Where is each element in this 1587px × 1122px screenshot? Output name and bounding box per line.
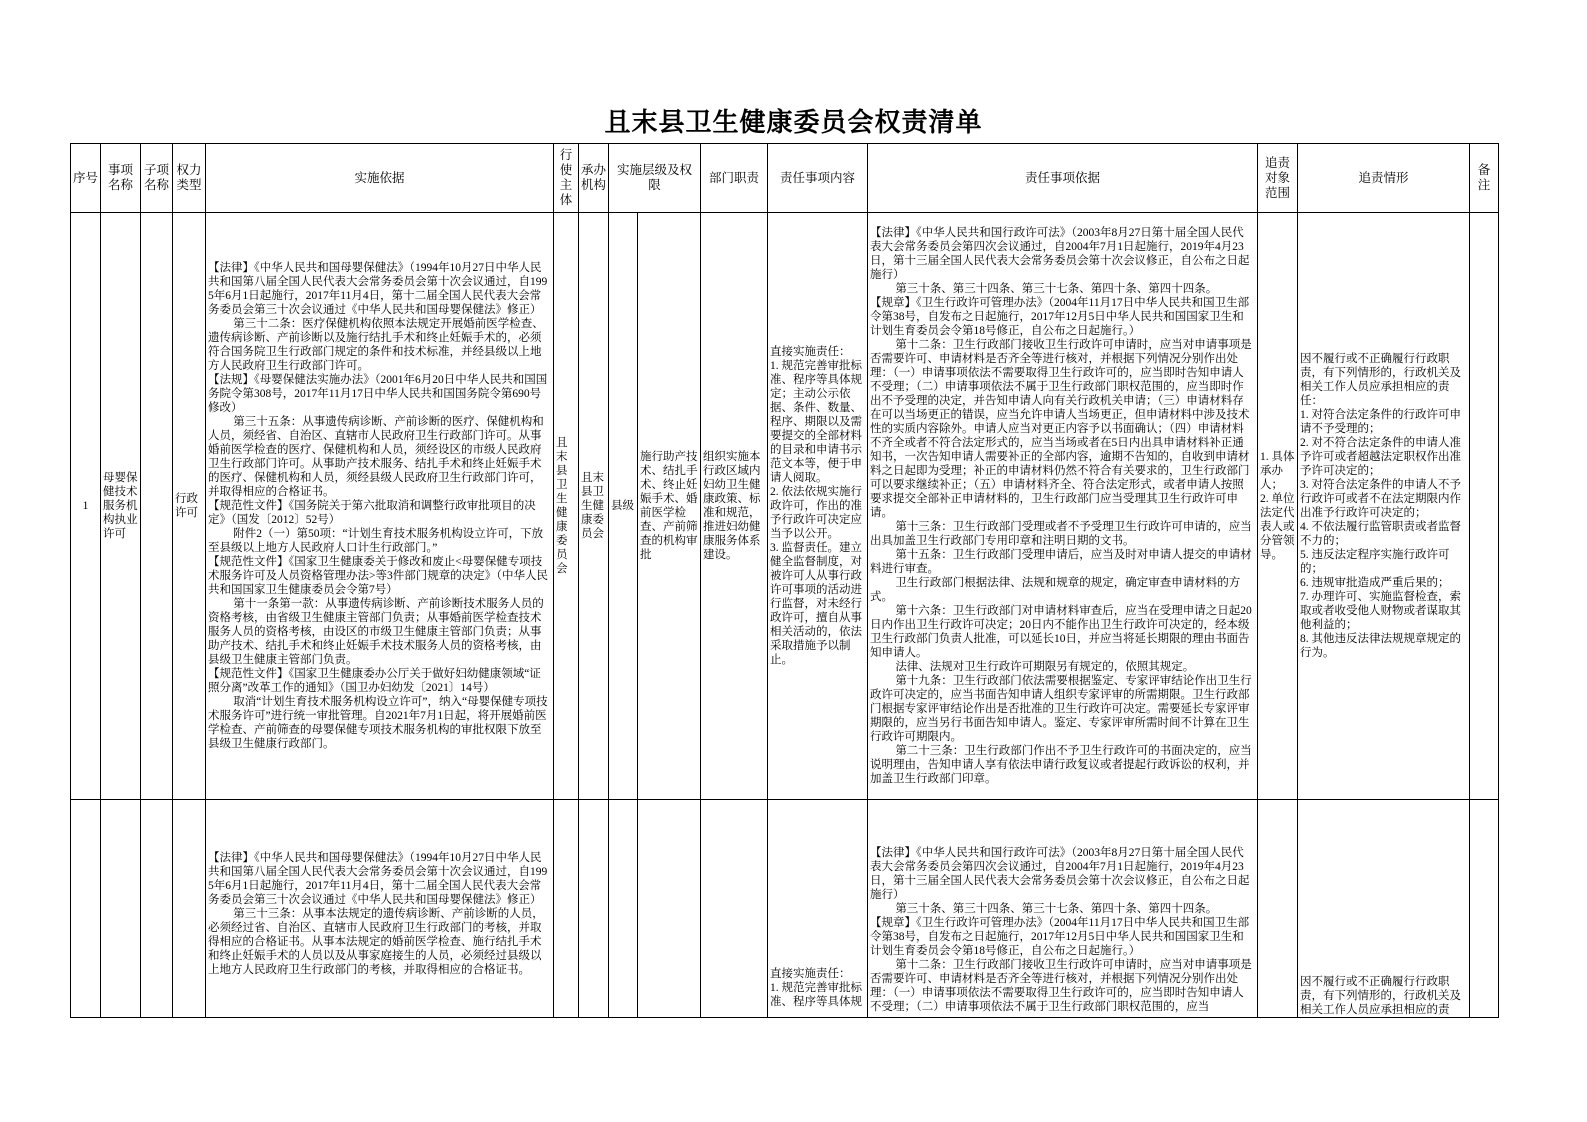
paragraph: 法律、法规对卫生行政许可期限另有规定的，依照其规定。 (895, 661, 1195, 673)
header-resp-content: 责任事项内容 (768, 144, 868, 213)
paragraph: 卫生行政部门根据法律、法规和规章的规定，确定审查申请材料的方式。 (870, 577, 1241, 603)
paragraph: 因不履行或不正确履行行政职责，有下列情形的，行政机关及相关工作人员应承担相应的责任： (1300, 353, 1462, 407)
responsibility-table-container (70, 143, 1498, 1018)
header-account-cases: 追责情形 (1298, 144, 1470, 213)
paragraph: 【法律】《中华人民共和国行政许可法》（2003年8月27日第十届全国人民代表大会常务委员会第四次会议通过，自2004年7月1日起施行，2019年4月23日，第十三届全国人民代表大会常务委员会第十次会议修正，自公布之日起施行） (870, 847, 1250, 901)
paragraph: 【法规】《母婴保健法实施办法》（2001年6月20日中华人民共和国国务院令第308号，2017年11月17日中华人民共和国国务院令第690号修改） (208, 374, 548, 414)
paragraph: 取消“计划生育技术服务机构设立许可”，纳入“母婴保健专项技术服务许可”进行统一审批管理。自2021年7月1日起，将开展婚前医学检查、产前筛查的母婴保健专项技术服务机构的审批权限下放至县级卫生健康行政部门。 (208, 696, 548, 750)
cell-resp-basis (868, 213, 1258, 800)
header-remark: 备注 (1470, 144, 1499, 213)
paragraph: 4. 不依法履行监管职责或者监督不力的； (1300, 521, 1462, 547)
paragraph: 【规范性文件】《国家卫生健康委办公厅关于做好妇幼健康领域“证照分离”改革工作的通知》（国卫办妇幼发〔2021〕14号） (208, 668, 541, 694)
table-row (71, 800, 1499, 1018)
cell-remark (1470, 800, 1499, 1018)
paragraph: 直接实施责任： (770, 968, 851, 980)
cell-sub-item (141, 213, 173, 800)
paragraph: 【法律】《中华人民共和国母婴保健法》（1994年10月27日中华人民共和国第八届全国人民代表大会常务委员会第十次会议通过，自1995年6月1日起施行，2017年11月4日，第十二届全国人民代表大会常务委员会第三十次会议通过《中华人民共和国母婴保健法》修正） (208, 262, 548, 316)
paragraph: 第三十二条：医疗保健机构依照本法规定开展婚前医学检查、遗传病诊断、产前诊断以及施行结扎手术和终止妊娠手术的，必须符合国务院卫生行政部门规定的条件和技术标准，并经县级以上地方人民政府卫生行政部门许可。 (208, 318, 544, 372)
header-duty: 部门职责 (701, 144, 768, 213)
cell-resp-content (768, 800, 868, 1018)
paragraph: 第十一条第一款：从事遗传病诊断、产前诊断技术服务人员的资格考核，由省级卫生健康主管部门负责；从事婚前医学检查技术服务人员的资格考核，由设区的市级卫生健康主管部门负责；从事助产技术、结扎手术和终止妊娠手术技术服务人员的资格考核，由县级卫生健康主管部门负责。 (208, 598, 544, 666)
responsibility-table (70, 143, 1499, 1018)
header-row (71, 144, 1499, 213)
paragraph: 第三十条、第三十四条、第三十七条、第四十条、第四十四条。 (895, 283, 1218, 295)
paragraph: 附件2（一）第50项：“计划生育技术服务机构设立许可，下放至县级以上地方人民政府人口计生行政部门。” (208, 528, 544, 554)
paragraph: 第三十条、第三十四条、第三十七条、第四十条、第四十四条。 (895, 903, 1218, 915)
cell-basis (206, 213, 554, 800)
cell-level (609, 800, 638, 1018)
paragraph: 6. 违规审批造成严重后果的； (1300, 577, 1450, 589)
paragraph: 因不履行或不正确履行行政职责，有下列情形的，行政机关及相关工作人员应承担相应的责 (1300, 976, 1462, 1016)
cell-subject (554, 800, 579, 1018)
paragraph: 直接实施责任： (770, 346, 851, 358)
paragraph: 【法律】《中华人民共和国行政许可法》（2003年8月27日第十届全国人民代表大会常务委员会第四次会议通过，自2004年7月1日起施行，2019年4月23日，第十三届全国人民代表大会常务委员会第十次会议修正，自公布之日起施行） (870, 227, 1250, 281)
cell-authority (638, 800, 701, 1018)
cell-subject: 且末县卫生健康委员会 (554, 213, 579, 800)
paragraph: 1. 具体承办人； (1260, 451, 1295, 491)
cell-duty: 组织实施本行政区域内妇幼卫生健康政策、标准和规范，推进妇幼健康服务体系建设。 (701, 213, 768, 800)
paragraph: 1. 规范完善审批标准、程序等具体规定；主动公示依据、条件、数量、程序、期限以及需要提交的全部材料的目录和申请书示范文本等，便于申请人阅取。 (770, 360, 863, 484)
paragraph: 3. 监督责任。建立健全监督制度，对被许可人从事行政许可事项的活动进行监督，对未经行政许可，擅自从事相关活动的，依法采取措施予以制止。 (770, 542, 863, 666)
paragraph: 第十五条：卫生行政部门受理申请后，应当及时对申请人提交的申请材料进行审查。 (870, 549, 1252, 575)
paragraph: 第十九条：卫生行政部门依法需要根据鉴定、专家评审结论作出卫生行政许可决定的，应当书面告知申请人组织专家评审的所需期限。卫生行政部门根据专家评审结论作出是否批准的卫生行政许可决定。需要延长专家评审期限的，应当另行书面告知申请人。鉴定、专家评审所需时间不计算在卫生行政许可期限内。 (870, 675, 1252, 743)
paragraph: 第十三条：卫生行政部门受理或者不予受理卫生行政许可申请的，应当出具加盖卫生行政部门专用印章和注明日期的文书。 (870, 521, 1252, 547)
cell-sub-item (141, 800, 173, 1018)
paragraph: 5. 违反法定程序实施行政许可的； (1300, 549, 1450, 575)
cell-authority: 施行助产技术、结扎手术、终止妊娠手术、婚前医学检查、产前筛查的机构审批 (638, 213, 701, 800)
paragraph: 【法律】《中华人民共和国母婴保健法》（1994年10月27日中华人民共和国第八届全国人民代表大会常务委员会第十次会议通过，自1995年6月1日起施行，2017年11月4日，第十二届全国人民代表大会常务委员会第三十次会议通过《中华人民共和国母婴保健法》修正） (208, 852, 548, 906)
paragraph: 2. 单位法定代表人或分管领导。 (1260, 493, 1295, 561)
paragraph: 第三十五条：从事遗传病诊断、产前诊断的医疗、保健机构和人员，须经省、自治区、直辖市人民政府卫生行政部门许可。从事婚前医学检查的医疗、保健机构和人员，须经设区的市级人民政府卫生行政部门许可。从事助产技术服务、结扎手术和终止妊娠手术的医疗、保健机构和人员，须经县级人民政府卫生行政部门许可，并取得相应的合格证书。 (208, 416, 544, 498)
paragraph: 2. 对不符合法定条件的申请人准予许可或者超越法定职权作出准予许可决定的； (1300, 437, 1462, 477)
header-handler: 承办机构 (579, 144, 609, 213)
cell-level: 县级 (609, 213, 638, 800)
paragraph: 第二十三条：卫生行政部门作出不予卫生行政许可的书面决定的，应当说明理由，告知申请人享有依法申请行政复议或者提起行政诉讼的权利，并加盖卫生行政部门印章。 (870, 745, 1252, 785)
cell-power-type: 行政许可 (173, 213, 206, 800)
paragraph: 【规范性文件】《国家卫生健康委关于修改和废止<母婴保健专项技术服务许可及人员资格管理办法>等3件部门规章的决定》（中华人民共和国国家卫生健康委员会令第7号） (208, 556, 548, 596)
cell-handler (579, 800, 609, 1018)
paragraph: 第十二条：卫生行政部门接收卫生行政许可申请时，应当对申请事项是否需要许可、申请材料是否齐全等进行核对，并根据下列情况分别作出处理：（一）申请事项依法不需要取得卫生行政许可的，应当即时告知申请人不受理；（二）申请事项依法不属于卫生行政部门职权范围的，应当 (870, 959, 1252, 1013)
paragraph: 【规章】《卫生行政许可管理办法》（2004年11月17日中华人民共和国卫生部令第38号，自发布之日起施行，2017年12月5日中华人民共和国国家卫生和计划生育委员会令第18号修正，自公布之日起施行。） (870, 917, 1250, 957)
paragraph: 第三十三条：从事本法规定的遗传病诊断、产前诊断的人员，必须经过省、自治区、直辖市人民政府卫生行政部门的考核，并取得相应的合格证书。从事本法规定的婚前医学检查、施行结扎手术和终止妊娠手术的人员以及从事家庭接生的人员，必须经过县级以上地方人民政府卫生行政部门的考核，并取得相应的合格证书。 (208, 908, 544, 976)
paragraph: 1. 对符合法定条件的行政许可申请不予受理的； (1300, 409, 1462, 435)
table-row (71, 213, 1499, 800)
paragraph: 7. 办理许可、实施监督检查，索取或者收受他人财物或者谋取其他利益的； (1300, 591, 1462, 631)
cell-resp-basis (868, 800, 1258, 1018)
header-sub-item: 子项名称 (141, 144, 173, 213)
paragraph: 2. 依法依规实施行政许可，作出的准予行政许可决定应当予以公开。 (770, 486, 863, 540)
cell-item-name: 母婴保健技术服务机构执业许可 (101, 213, 141, 800)
cell-handler: 且末县卫生健康委员会 (579, 213, 609, 800)
cell-seq (71, 800, 101, 1018)
paragraph: 第十六条：卫生行政部门对申请材料审查后，应当在受理申请之日起20日内作出卫生行政许可决定；20日内不能作出卫生行政许可决定的，经本级卫生行政部门负责人批准，可以延长10日，并应当将延长期限的理由书面告知申请人。 (870, 605, 1252, 659)
cell-account-cases (1298, 800, 1470, 1018)
paragraph: 【规章】《卫生行政许可管理办法》（2004年11月17日中华人民共和国卫生部令第38号，自发布之日起施行，2017年12月5日中华人民共和国国家卫生和计划生育委员会令第18号修正，自公布之日起施行。） (870, 297, 1250, 337)
paragraph: 3. 对符合法定条件的申请人不予行政许可或者不在法定期限内作出准予行政许可决定的； (1300, 479, 1462, 519)
cell-account-cases (1298, 213, 1470, 800)
header-basis: 实施依据 (206, 144, 554, 213)
header-seq: 序号 (71, 144, 101, 213)
paragraph: 8. 其他违反法律法规规章规定的行为。 (1300, 633, 1462, 659)
header-level: 实施层级及权限 (609, 144, 701, 213)
header-subject: 行使主体 (554, 144, 579, 213)
page-title: 且末县卫生健康委员会权责清单 (604, 108, 983, 137)
paragraph: 【规范性文件】《国务院关于第六批取消和调整行政审批项目的决定》（国发〔2012〕52号） (208, 500, 536, 526)
cell-resp-content (768, 213, 868, 800)
header-resp-basis: 责任事项依据 (868, 144, 1258, 213)
cell-seq: 1 (71, 213, 101, 800)
cell-remark (1470, 213, 1499, 800)
paragraph: 1. 规范完善审批标准、程序等具体规 (770, 982, 863, 1008)
cell-item-name (101, 800, 141, 1018)
header-account-scope: 追责对象范围 (1258, 144, 1298, 213)
header-power-type: 权力类型 (173, 144, 206, 213)
header-item-name: 事项名称 (101, 144, 141, 213)
cell-account-scope (1258, 800, 1298, 1018)
cell-power-type (173, 800, 206, 1018)
cell-basis (206, 800, 554, 1018)
cell-account-scope (1258, 213, 1298, 800)
paragraph: 第十二条：卫生行政部门接收卫生行政许可申请时，应当对申请事项是否需要许可、申请材料是否齐全等进行核对，并根据下列情况分别作出处理：（一）申请事项依法不需要取得卫生行政许可的，应当即时告知申请人不受理；（二）申请事项依法不属于卫生行政部门职权范围的，应当即时作出不予受理的决定，并告知申请人向有关行政机关申请；（三）申请材料存在可以当场更正的错误，应当允许申请人当场更正，但申请材料中涉及技术性的实质内容除外。申请人应当对更正内容予以书面确认；（四）申请材料不齐全或者不符合法定形式的，应当当场或者在5日内出具申请材料补正通知书，一次告知申请人需要补正的全部内容，逾期不告知的，自收到申请材料之日起即为受理；补正的申请材料仍然不符合有关要求的，卫生行政部门可以要求继续补正；（五）申请材料齐全、符合法定形式，或者申请人按照要求提交全部补正申请材料的，卫生行政部门应当受理其卫生行政许可申请。 (870, 339, 1252, 519)
cell-duty (701, 800, 768, 1018)
